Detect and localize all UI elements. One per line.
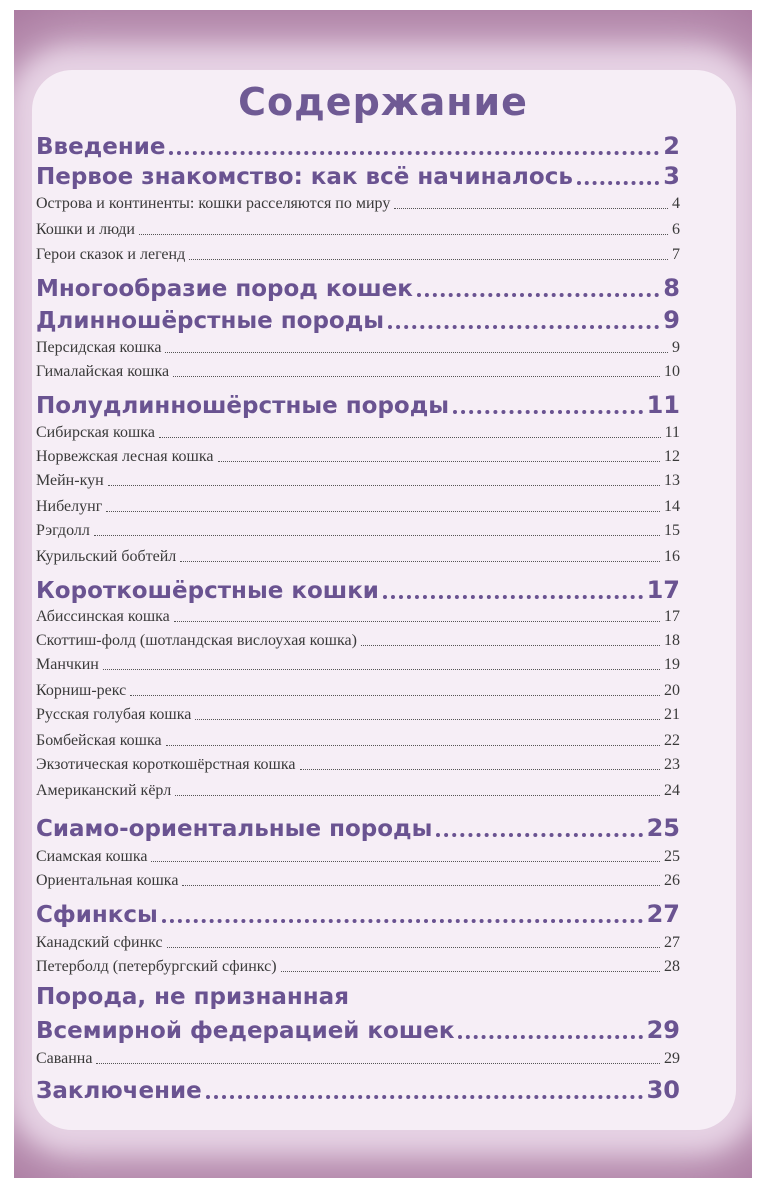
- toc-page-number: 10: [664, 363, 680, 380]
- toc-page-number: 26: [664, 872, 680, 889]
- toc-entry-label: Сибирская кошка: [36, 424, 155, 441]
- toc-subsection[interactable]: [36, 1050, 680, 1068]
- table-of-contents: [14, 10, 752, 1178]
- toc-subsection[interactable]: [36, 221, 680, 239]
- dot-leader: [388, 325, 659, 329]
- toc-section[interactable]: [36, 132, 680, 160]
- toc-page-number: 2: [663, 132, 680, 160]
- toc-page-number: 21: [664, 706, 680, 723]
- dot-leader: [218, 461, 661, 462]
- toc-page-number: 18: [664, 632, 680, 649]
- toc-page-number: 7: [672, 246, 680, 263]
- toc-entry-label: Кошки и люди: [36, 221, 135, 238]
- toc-entry-label: Курильский бобтейл: [36, 548, 177, 565]
- toc-page-number: 14: [664, 498, 680, 515]
- dot-leader: [165, 352, 668, 353]
- dot-leader: [361, 645, 660, 646]
- toc-page-number: 27: [664, 934, 680, 951]
- toc-subsection[interactable]: [36, 424, 680, 442]
- toc-page-number: 25: [664, 848, 680, 865]
- toc-page-number: 17: [646, 576, 680, 604]
- toc-section[interactable]: [36, 814, 680, 842]
- toc-page-number: 8: [663, 274, 680, 302]
- dot-leader: [394, 208, 668, 209]
- dot-leader: [169, 151, 659, 155]
- toc-heading-line: Порода, не признанная: [36, 984, 349, 1010]
- toc-page-number: 28: [664, 958, 680, 975]
- toc-page-number: 19: [664, 656, 680, 673]
- dot-leader: [182, 885, 660, 886]
- dot-leader: [130, 695, 660, 696]
- toc-entry-label: Первое знакомство: как всё начиналось: [36, 164, 573, 190]
- toc-entry-label: Острова и континенты: кошки расселяются по миру: [36, 195, 391, 212]
- toc-entry-label: Скоттиш-фолд (шотландская вислоухая кошка): [36, 632, 357, 649]
- book-page: [14, 10, 752, 1178]
- toc-page-number: 4: [672, 195, 680, 212]
- dot-leader: [453, 410, 643, 414]
- toc-page-number: 30: [646, 1076, 680, 1104]
- toc-subsection[interactable]: [36, 656, 680, 674]
- dot-leader: [417, 293, 659, 297]
- toc-section[interactable]: [36, 391, 680, 419]
- toc-page-number: 20: [664, 682, 680, 699]
- toc-subsection[interactable]: [36, 848, 680, 866]
- toc-entry-label: Короткошёрстные кошки: [36, 578, 379, 604]
- dot-leader: [300, 769, 661, 770]
- toc-subsection[interactable]: [36, 522, 680, 540]
- toc-entry-label: Ориентальная кошка: [36, 872, 179, 889]
- toc-subsection[interactable]: [36, 472, 680, 490]
- toc-entry-label: Мейн-кун: [36, 472, 104, 489]
- toc-page-number: 25: [646, 814, 680, 842]
- toc-subsection[interactable]: [36, 548, 680, 566]
- toc-section[interactable]: [36, 306, 680, 334]
- toc-entry-label: Экзотическая короткошёрстная кошка: [36, 756, 296, 773]
- toc-subsection[interactable]: [36, 498, 680, 516]
- toc-entry-label: Канадский сфинкс: [36, 934, 163, 951]
- toc-entry-label: Корниш-рекс: [36, 682, 127, 699]
- toc-entry-label: Русская голубая кошка: [36, 706, 192, 723]
- toc-entry-label: Сфинксы: [36, 902, 158, 928]
- toc-page-number: 29: [664, 1050, 680, 1067]
- toc-page-number: 27: [646, 900, 680, 928]
- toc-subsection[interactable]: [36, 782, 680, 800]
- dot-leader: [383, 595, 643, 599]
- dot-leader: [195, 719, 660, 720]
- dot-leader: [167, 947, 660, 948]
- toc-page-number: 9: [672, 339, 680, 356]
- dot-leader: [151, 861, 660, 862]
- dot-leader: [436, 833, 642, 837]
- toc-entry-label: Гималайская кошка: [36, 363, 170, 380]
- dot-leader: [103, 669, 660, 670]
- toc-page-number: 13: [664, 472, 680, 489]
- dot-leader: [162, 919, 643, 923]
- toc-entry-label: Длинношёрстные породы: [36, 308, 385, 334]
- toc-entry-label: Заключение: [36, 1078, 202, 1104]
- toc-entry-label: Рэгдолл: [36, 522, 90, 539]
- toc-page-number: 24: [664, 782, 680, 799]
- toc-subsection[interactable]: [36, 706, 680, 724]
- toc-entry-label: Американский кёрл: [36, 782, 172, 799]
- dot-leader: [166, 745, 660, 746]
- toc-page-number: 29: [646, 1016, 680, 1044]
- dot-leader: [173, 376, 660, 377]
- dot-leader: [94, 535, 660, 536]
- toc-entry-label: Бомбейская кошка: [36, 732, 162, 749]
- toc-page-number: 9: [663, 306, 680, 334]
- toc-entry-label: Всемирной федерацией кошек: [36, 1018, 455, 1044]
- toc-section[interactable]: [36, 274, 680, 302]
- page-title: Содержание: [238, 80, 528, 124]
- toc-subsection[interactable]: [36, 448, 680, 466]
- dot-leader: [180, 561, 660, 562]
- toc-page-number: 23: [664, 756, 680, 773]
- toc-subsection[interactable]: [36, 872, 680, 890]
- dot-leader: [189, 259, 668, 260]
- dot-leader: [577, 181, 659, 185]
- toc-section[interactable]: [36, 900, 680, 928]
- toc-page-number: 11: [664, 424, 680, 441]
- toc-entry-label: Введение: [36, 134, 166, 160]
- toc-page-number: 16: [664, 548, 680, 565]
- toc-subsection[interactable]: [36, 339, 680, 357]
- toc-subsection[interactable]: [36, 732, 680, 750]
- dot-leader: [108, 485, 660, 486]
- toc-subsection[interactable]: [36, 363, 680, 381]
- toc-entry-label: Манчкин: [36, 656, 99, 673]
- dot-leader: [106, 511, 660, 512]
- dot-leader: [175, 795, 660, 796]
- toc-section[interactable]: [36, 1016, 680, 1044]
- dot-leader: [206, 1095, 643, 1099]
- toc-entry-label: Петерболд (петербургский сфинкс): [36, 958, 277, 975]
- toc-entry-label: Персидская кошка: [36, 339, 162, 356]
- toc-subsection[interactable]: [36, 958, 680, 976]
- toc-section[interactable]: [36, 162, 680, 190]
- toc-entry-label: Нибелунг: [36, 498, 103, 515]
- dot-leader: [458, 1035, 642, 1039]
- toc-subsection[interactable]: [36, 632, 680, 650]
- toc-subsection[interactable]: [36, 756, 680, 774]
- toc-section[interactable]: [36, 1076, 680, 1104]
- toc-page-number: 15: [664, 522, 680, 539]
- toc-entry-label: Норвежская лесная кошка: [36, 448, 214, 465]
- toc-page-number: 6: [672, 221, 680, 238]
- toc-entry-label: Герои сказок и легенд: [36, 246, 186, 263]
- toc-page-number: 22: [664, 732, 680, 749]
- toc-subsection[interactable]: [36, 195, 680, 213]
- dot-leader: [281, 971, 660, 972]
- toc-entry-label: Полудлинношёрстные породы: [36, 393, 450, 419]
- dot-leader: [159, 437, 661, 438]
- toc-page-number: 12: [664, 448, 680, 465]
- toc-page-number: 11: [646, 391, 680, 419]
- toc-entry-label: Многообразие пород кошек: [36, 276, 413, 302]
- toc-subsection[interactable]: [36, 246, 680, 264]
- toc-entry-label: Сиамская кошка: [36, 848, 148, 865]
- toc-page-number: 17: [664, 608, 680, 625]
- toc-page-number: 3: [663, 162, 680, 190]
- dot-leader: [174, 621, 660, 622]
- toc-subsection[interactable]: [36, 934, 680, 952]
- toc-entry-label: Сиамо-ориентальные породы: [36, 816, 433, 842]
- toc-subsection[interactable]: [36, 608, 680, 626]
- toc-entry-label: Саванна: [36, 1050, 93, 1067]
- toc-section[interactable]: [36, 576, 680, 604]
- toc-entry-label: Абиссинская кошка: [36, 608, 170, 625]
- toc-subsection[interactable]: [36, 682, 680, 700]
- dot-leader: [96, 1063, 660, 1064]
- dot-leader: [139, 234, 668, 235]
